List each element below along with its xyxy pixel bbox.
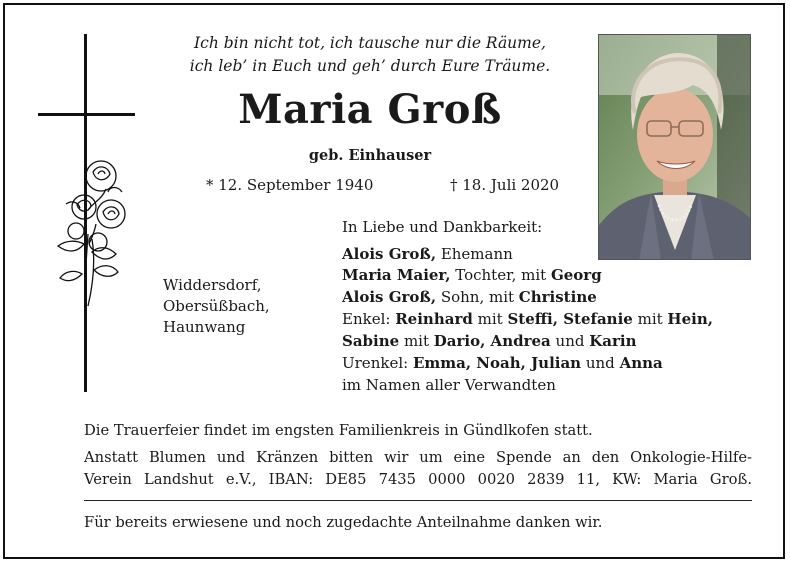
deceased-name: Maria Groß [238, 86, 502, 133]
grandchild-partner: Karin [589, 332, 637, 350]
great-grandchild-names: Emma, Noah, Julian [412, 354, 582, 372]
grandchild-name: Reinhard [395, 310, 473, 328]
mourner-relation: Tochter, mit [450, 266, 551, 284]
donation-line-2: Verein Landshut e.V., IBAN: DE85 7435 0000 0020 2839 11, KW: Maria Groß. [84, 471, 752, 488]
grandchild-partner: Dario, Andrea [433, 332, 551, 350]
cross-icon [36, 34, 140, 394]
portrait-photo [598, 34, 751, 260]
mourner-name: Maria Maier, [342, 266, 451, 284]
connector-text: und [550, 332, 590, 350]
connector-text: mit [632, 310, 668, 328]
mourner-name: Alois Groß, [342, 288, 437, 306]
great-grandchildren-label: Urenkel: [342, 354, 413, 372]
birth-name: geb. Einhauser [308, 147, 432, 164]
mourner-line-5 [342, 331, 637, 352]
quote-line-2: ich leb’ in Euch und geh’ durch Eure Träume. [189, 57, 551, 75]
mourner-relation: Sohn, mit [436, 288, 519, 306]
mourners-intro: In Liebe und Dankbarkeit: [342, 218, 543, 236]
grandchild-name: Sabine [342, 332, 400, 350]
place-3: Haunwang [163, 318, 246, 336]
death-date: † 18. Juli 2020 [450, 176, 560, 194]
connector-text: mit [472, 310, 508, 328]
grandchild-partner: Hein, [667, 310, 713, 328]
mourner-line-3 [342, 287, 597, 308]
connector-text: und [581, 354, 620, 372]
grandchildren-label: Enkel: [342, 310, 396, 328]
mourner-line-6 [342, 353, 663, 374]
donation-line-1: Anstatt Blumen und Kränzen bitten wir um eine Spende an den Onkologie-Hilfe- [84, 449, 752, 466]
mourner-partner: Georg [550, 266, 602, 284]
grandchild-partner: Steffi, Stefanie [507, 310, 633, 328]
rose-icon [58, 161, 125, 309]
mourner-line-1 [342, 244, 513, 265]
funeral-notice: Die Trauerfeier findet im engsten Familienkreis in Gündlkofen statt. [84, 422, 593, 439]
mourner-line-4 [342, 309, 713, 330]
great-grandchild-name: Anna [619, 354, 663, 372]
place-2: Obersüßbach, [163, 297, 270, 315]
thanks-line: Für bereits erwiesene und noch zugedachte Anteilnahme danken wir. [84, 514, 603, 531]
portrait-image [599, 35, 751, 260]
mourner-name: Alois Groß, [342, 245, 437, 263]
mourner-line-7: im Namen aller Verwandten [342, 376, 556, 394]
mourner-partner: Christine [518, 288, 597, 306]
place-1: Widdersdorf, [163, 276, 262, 294]
birth-date: * 12. September 1940 [206, 176, 374, 194]
mourner-line-2 [342, 265, 602, 286]
quote-line-1: Ich bin nicht tot, ich tausche nur die Räume, [194, 34, 546, 52]
connector-text: mit [399, 332, 434, 350]
divider [84, 500, 752, 501]
mourner-relation: Ehemann [436, 245, 513, 263]
